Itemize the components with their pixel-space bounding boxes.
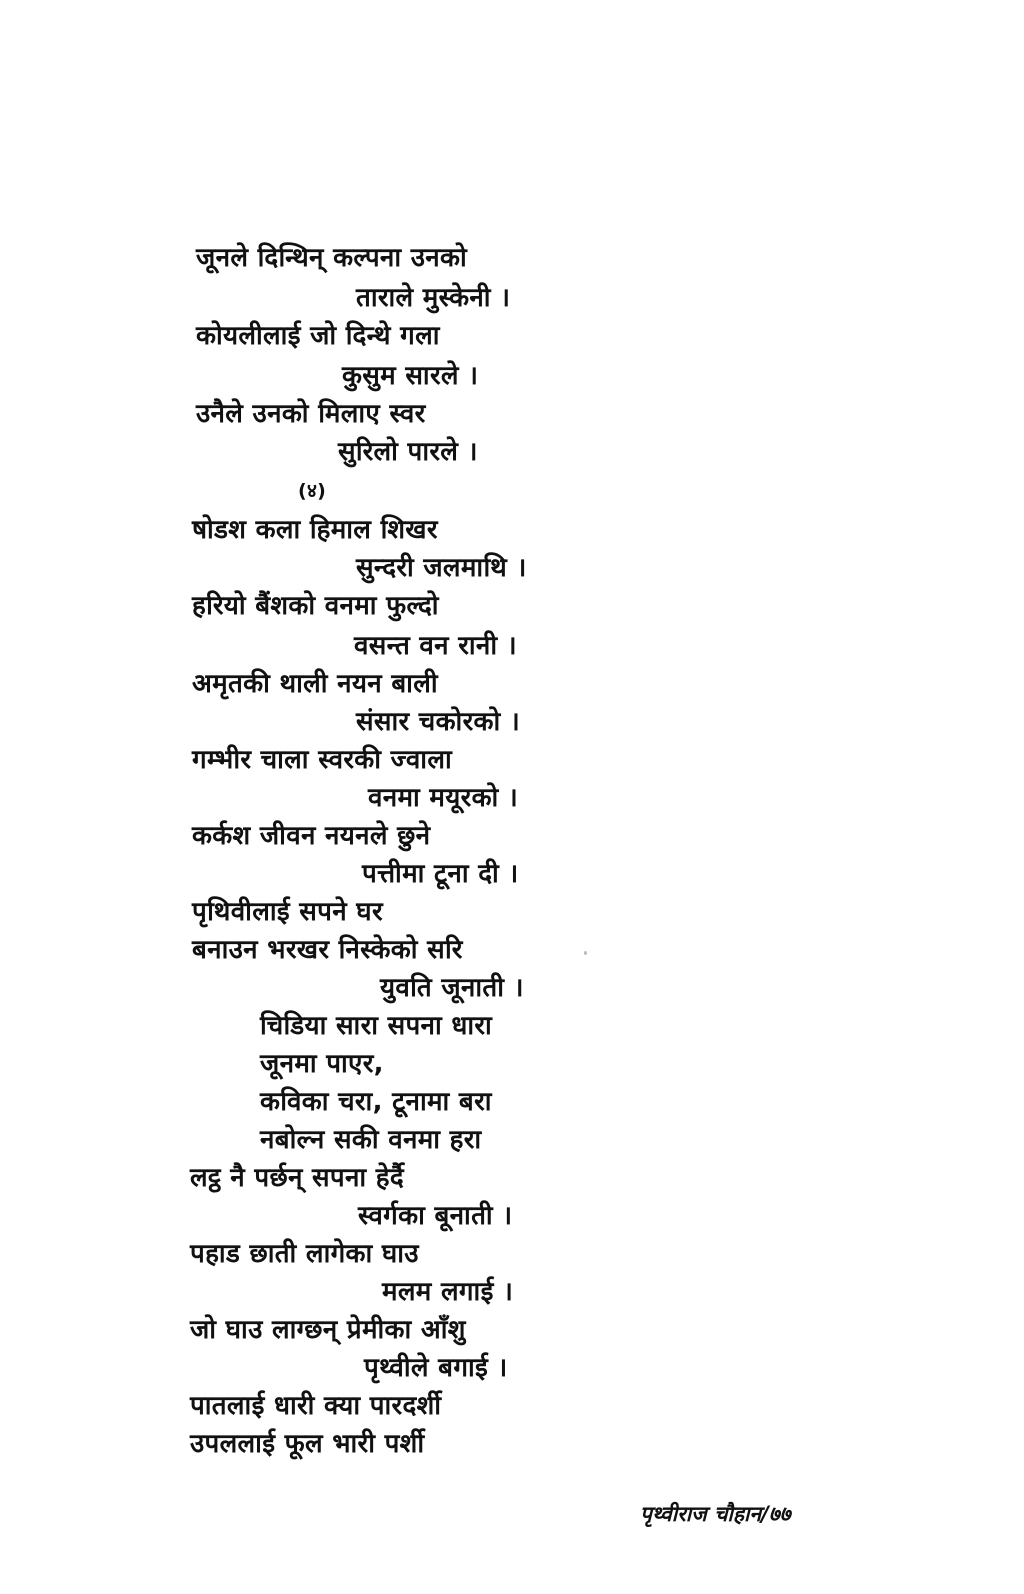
poem-line: लट्ठ नै पर्छन् सपना हेर्दै	[190, 1163, 405, 1193]
running-footer: पृथ्वीराज चौहान/७७	[640, 1502, 791, 1526]
poem-line: स्वर्गका बूनाती ।	[358, 1201, 513, 1231]
poem-line: षोडश कला हिमाल शिखर	[192, 515, 438, 545]
section-number: (४)	[298, 480, 327, 502]
poem-line: उनैले उनको मिलाए स्वर	[196, 399, 426, 429]
poem-line: हरियो बैंशको वनमा फुल्दो	[192, 591, 439, 621]
poem-line: वसन्त वन रानी ।	[354, 631, 517, 661]
poem-line: पातलाई धारी क्या पारदर्शी	[190, 1391, 442, 1421]
poem-line: कोयलीलाई जो दिन्थे गला	[196, 321, 440, 351]
poem-line: चिडिया सारा सपना धारा	[260, 1011, 493, 1041]
poem-line: पहाड छाती लागेका घाउ	[190, 1239, 419, 1269]
poem-line: पृथ्वीले बगाई ।	[364, 1353, 508, 1383]
poem-line: पृथिवीलाई सपने घर	[192, 897, 383, 927]
poem-line: मलम लगाई ।	[382, 1277, 514, 1307]
poem-line: बनाउन भरखर निस्केको सरि	[192, 935, 463, 965]
poem-line: अमृतकी थाली नयन बाली	[192, 669, 438, 699]
poem-line: जो घाउ लाग्छन् प्रेमीका आँशु	[190, 1315, 466, 1345]
poem-line: ताराले मुस्केनी ।	[356, 283, 511, 313]
poem-line: युवति जूनाती ।	[380, 973, 524, 1003]
poem-line: गम्भीर चाला स्वरकी ज्वाला	[192, 745, 452, 775]
poem-line: जूनले दिन्थिन् कल्पना उनको	[196, 243, 467, 273]
poem-line: नबोल्न सकी वनमा हरा	[260, 1125, 482, 1155]
poem-line: वनमा मयूरको ।	[368, 783, 519, 813]
poem-line: कर्कश जीवन नयनले छुने	[192, 821, 431, 851]
poem-line: संसार चकोरको ।	[356, 707, 521, 737]
poem-line: पत्तीमा टूना दी ।	[362, 859, 519, 889]
poem-line: उपललाई फूल भारी पर्शी	[190, 1429, 425, 1459]
poem-line: कुसुम सारले ।	[342, 361, 479, 391]
poem-line: सुन्दरी जलमाथि ।	[356, 553, 527, 583]
poem-line: सुरिलो पारले ।	[338, 437, 478, 467]
scan-speck	[584, 951, 587, 955]
poem-line: जूनमा पाएर,	[260, 1049, 384, 1079]
poem-line: कविका चरा, टूनामा बरा	[260, 1087, 492, 1117]
